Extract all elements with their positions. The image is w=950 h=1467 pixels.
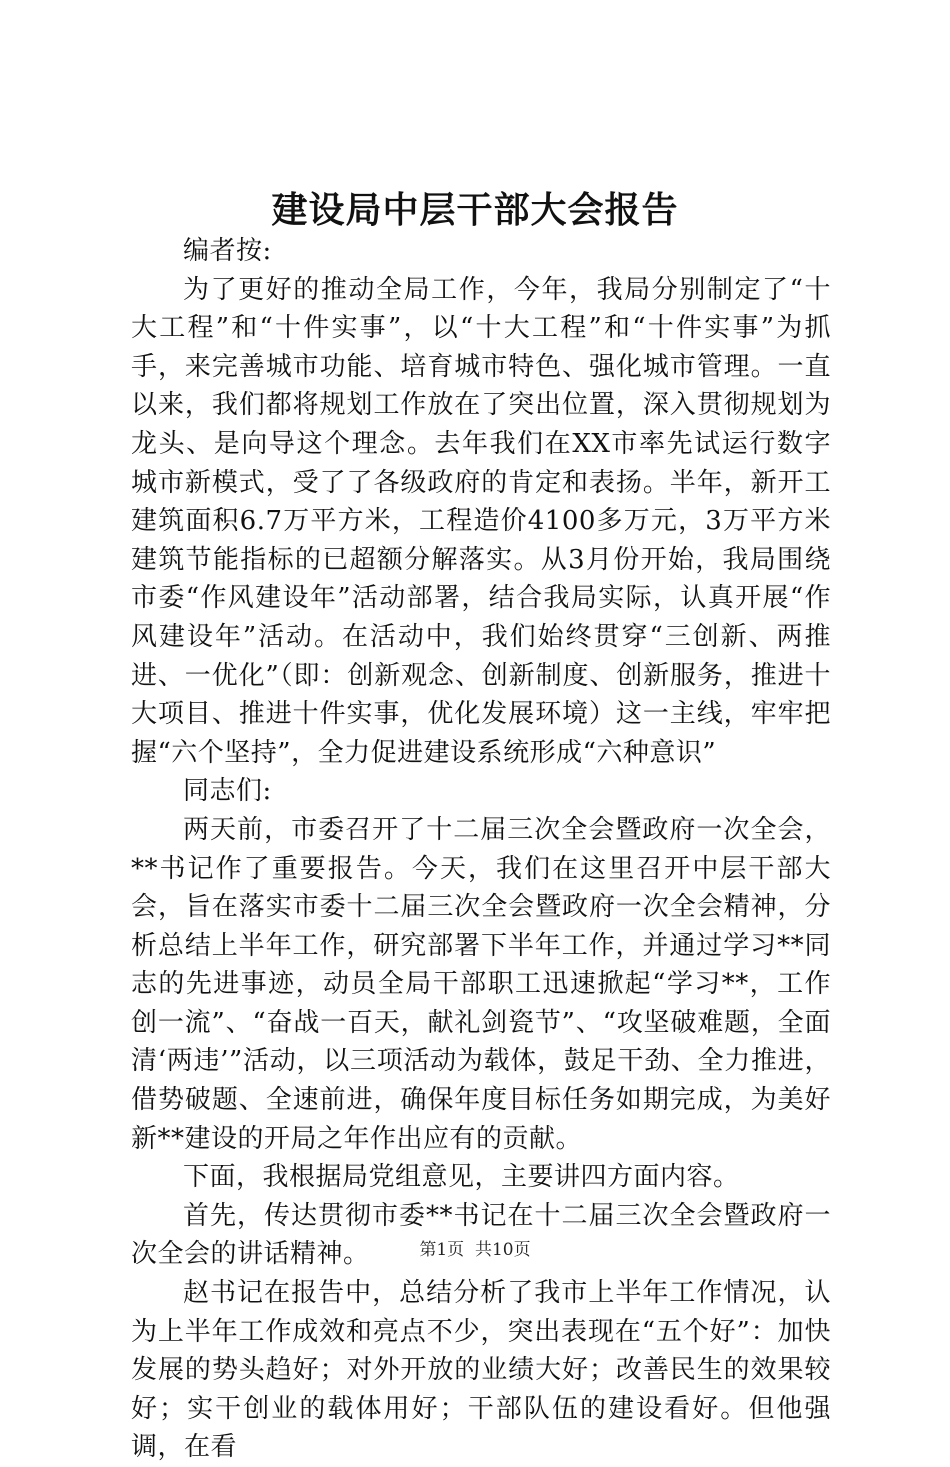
paragraph-editor-note: 为了更好的推动全局工作，今年，我局分别制定了“十大工程”和“十件实事”，以“十大工程”和“十件实事”为抓手，来完善城市功能、培育城市特色、强化城市管理。一直以来，我们都将规划工作放在了突出位置，深入贯彻规划为龙头、是向导这个理念。去年我们在XX市率先试运行数字城市新模式，受了了各级政府的肯定和表扬。半年，新开工建筑面积6.7万平方米，工程造价4100多万元，3万平方米建筑节能指标的已超额分解落实。从3月份开始，我局围绕市委“作风建设年”活动部署，结合我局实际，认真开展“作风建设年”活动。在活动中，我们始终贯穿“三创新、两推进、一优化”（即：创新观念、创新制度、创新服务，推进十大项目、推进十件实事，优化发展环境）这一主线，牢牢把握“六个坚持”，全力促进建设系统形成“六种意识” [131,274,831,768]
document-body [131,232,831,1467]
paragraph-editor-note-label: 编者按: [183,236,272,266]
document-title: 建设局中层干部大会报告 [271,189,679,231]
page-footer [0,1238,950,1262]
page-number: 第1页 共10页 [419,1240,531,1260]
paragraph-salutation: 同志们: [183,776,272,807]
paragraph-first-point: 首先，传达贯彻市委**书记在十二届三次全会暨政府一次全会的讲话精神。 [131,1200,831,1270]
paragraph-opening: 两天前，市委召开了十二届三次全会暨政府一次全会，**书记作了重要报告。今天，我们在这里召开中层干部大会，旨在落实市委十二届三次全会暨政府一次全会精神，分析总结上半年工作，研究部署下半年工作，并通过学习**同志的先进事迹，动员全局干部职工迅速掀起“学习**，工作创一流”、“奋战一百天，献礼剑瓷节”、“攻坚破难题，全面清‘两违’”活动，以三项活动为载体，鼓足干劲、全力推进，借势破题、全速前进，确保年度目标任务如期完成，为美好新**建设的开局之年作出应有的贡献。 [131,814,831,1154]
paragraph-outline: 下面，我根据局党组意见，主要讲四方面内容。 [183,1162,740,1193]
paragraph-report-summary: 赵书记在报告中，总结分析了我市上半年工作情况，认为上半年工作成效和亮点不少，突出表现在“五个好”：加快发展的势头趋好；对外开放的业绩大好；改善民生的效果较好；实干创业的载体用好；干部队伍的建设看好。但他强调，在看 [131,1278,831,1463]
